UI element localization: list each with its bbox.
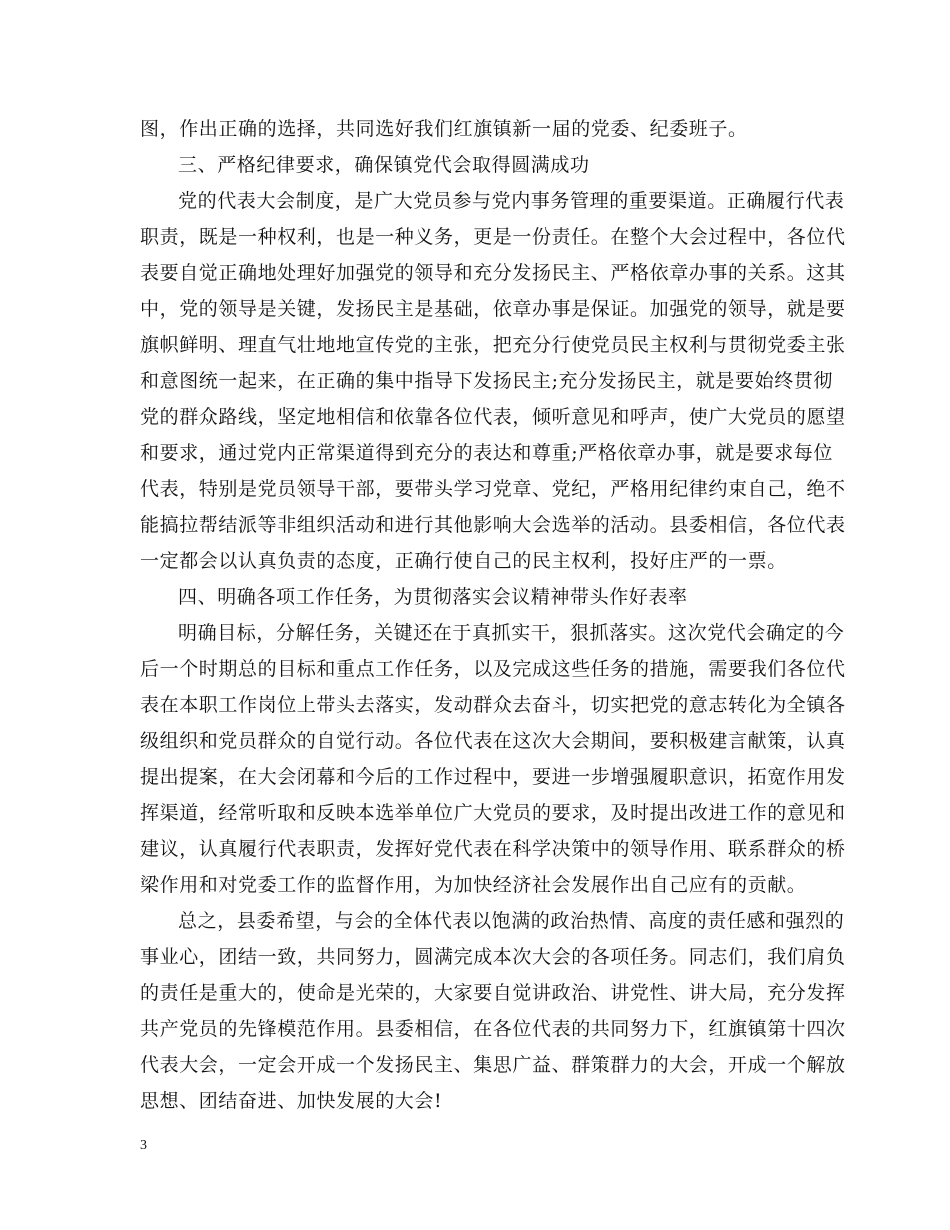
text-line: 明确目标，分解任务，关键还在于真抓实干，狠抓落实。这次党代会确定的今	[178, 622, 845, 644]
text-line: 和要求，通过党内正常渠道得到充分的表达和尊重;严格依章办事，就是要求每位	[140, 442, 834, 464]
text-line: 党的代表大会制度，是广大党员参与党内事务管理的重要渠道。正确履行代表	[178, 190, 845, 212]
page-number: 3	[140, 1138, 147, 1153]
text-line: 事业心，团结一致，共同努力，圆满完成本次大会的各项任务。同志们，我们肩负	[140, 946, 846, 968]
text-line: 共产党员的先锋模范作用。县委相信，在各位代表的共同努力下，红旗镇第十四次	[140, 1018, 846, 1040]
text-line: 表要自觉正确地处理好加强党的领导和充分发扬民主、严格依章办事的关系。这其	[140, 262, 846, 284]
text-line: 中，党的领导是关键，发扬民主是基础，依章办事是保证。加强党的领导，就是要	[140, 298, 846, 320]
text-line: 职责，既是一种权利，也是一种义务，更是一份责任。在整个大会过程中，各位代	[140, 226, 846, 248]
text-line: 后一个时期总的目标和重点工作任务，以及完成这些任务的措施，需要我们各位代	[140, 658, 846, 680]
text-line: 的责任是重大的，使命是光荣的，大家要自觉讲政治、讲党性、讲大局，充分发挥	[140, 982, 846, 1004]
text-line: 总之，县委希望，与会的全体代表以饱满的政治热情、高度的责任感和强烈的	[178, 910, 845, 932]
text-line: 图，作出正确的选择，共同选好我们红旗镇新一届的党委、纪委班子。	[140, 118, 748, 140]
section-heading: 四、明确各项工作任务，为贯彻落实会议精神带头作好表率	[178, 586, 688, 608]
text-line: 旗帜鲜明、理直气壮地地宣传党的主张，把充分行使党员民主权利与贯彻党委主张	[140, 334, 846, 356]
text-line: 思想、团结奋进、加快发展的大会!	[140, 1090, 443, 1112]
text-line: 和意图统一起来，在正确的集中指导下发扬民主;充分发扬民主，就是要始终贯彻	[140, 370, 834, 392]
section-heading: 三、严格纪律要求，确保镇党代会取得圆满成功	[178, 154, 590, 176]
text-line: 梁作用和对党委工作的监督作用，为加快经济社会发展作出自己应有的贡献。	[140, 874, 807, 896]
text-line: 提出提案，在大会闭幕和今后的工作过程中，要进一步增强履职意识，拓宽作用发	[140, 766, 846, 788]
text-line: 表在本职工作岗位上带头去落实，发动群众去奋斗，切实把党的意志转化为全镇各	[140, 694, 846, 716]
text-line: 党的群众路线，坚定地相信和依靠各位代表，倾听意见和呼声，使广大党员的愿望	[140, 406, 846, 428]
text-line: 建议，认真履行代表职责，发挥好党代表在科学决策中的领导作用、联系群众的桥	[140, 838, 846, 860]
text-line: 级组织和党员群众的自觉行动。各位代表在这次大会期间，要积极建言献策，认真	[140, 730, 846, 752]
text-line: 一定都会以认真负责的态度，正确行使自己的民主权利，投好庄严的一票。	[140, 550, 787, 572]
text-line: 挥渠道，经常听取和反映本选举单位广大党员的要求，及时提出改进工作的意见和	[140, 802, 846, 824]
text-line: 能搞拉帮结派等非组织活动和进行其他影响大会选举的活动。县委相信，各位代表	[140, 514, 846, 536]
text-line: 代表大会，一定会开成一个发扬民主、集思广益、群策群力的大会，开成一个解放	[140, 1054, 846, 1076]
text-line: 代表，特别是党员领导干部，要带头学习党章、党纪，严格用纪律约束自己，绝不	[140, 478, 846, 500]
